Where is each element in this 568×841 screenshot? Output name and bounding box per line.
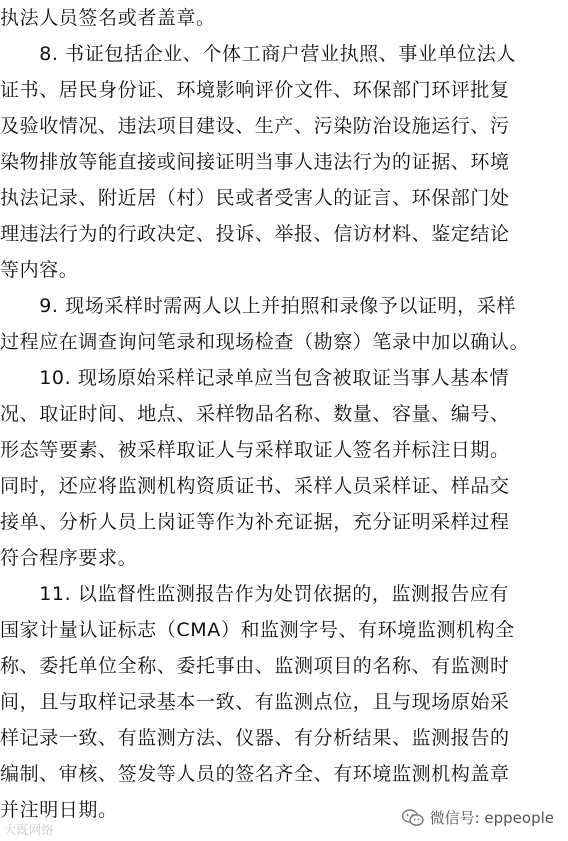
text-line: 接单、分析人员上岗证等作为补充证据，充分证明采样过程 xyxy=(0,511,510,533)
text-line: 形态等要素、被采样取证人与采样取证人签名并标注日期。 xyxy=(0,439,510,461)
text-line: 况、取证时间、地点、采样物品名称、数量、容量、编号、 xyxy=(0,403,510,425)
text-line: 证书、居民身份证、环境影响评价文件、环保部门环评批复 xyxy=(0,79,510,101)
wechat-watermark xyxy=(402,807,554,828)
watermark-left: 大既网络 xyxy=(4,823,55,837)
text-line: 等内容。 xyxy=(0,259,79,281)
text-line: 国家计量认证标志（CMA）和监测字号、有环境监测机构全 xyxy=(0,619,515,641)
text-line: 间，且与取样记录基本一致、有监测点位，且与现场原始采 xyxy=(0,691,510,713)
text-line: 9. 现场采样时需两人以上并拍照和录像予以证明，采样 xyxy=(0,295,516,317)
text-line: 样记录一致、有监测方法、仪器、有分析结果、监测报告的 xyxy=(0,727,510,749)
text-line: 并注明日期。 xyxy=(0,799,118,821)
text-line: 11. 以监督性监测报告作为处罚依据的，监测报告应有 xyxy=(0,583,510,605)
text-line: 符合程序要求。 xyxy=(0,547,138,569)
text-line: 8. 书证包括企业、个体工商户营业执照、事业单位法人 xyxy=(0,43,516,65)
wechat-id-label: 微信号: eppeople xyxy=(429,809,554,827)
text-line: 过程应在调查询问笔录和现场检查（勘察）笔录中加以确认。 xyxy=(0,331,530,353)
watermark-footer xyxy=(0,803,568,841)
text-line: 编制、审核、签发等人员的签名齐全、有环境监测机构盖章 xyxy=(0,763,510,785)
wechat-icon xyxy=(402,809,424,827)
text-line: 理违法行为的行政决定、投诉、举报、信访材料、鉴定结论 xyxy=(0,223,510,245)
text-line: 执法人员签名或者盖章。 xyxy=(0,7,216,29)
text-line: 称、委托单位全称、委托事由、监测项目的名称、有监测时 xyxy=(0,655,510,677)
text-line: 执法记录、附近居（村）民或者受害人的证言、环保部门处 xyxy=(0,187,510,209)
text-line: 染物排放等能直接或间接证明当事人违法行为的证据、环境 xyxy=(0,151,510,173)
text-line: 及验收情况、违法项目建设、生产、污染防治设施运行、污 xyxy=(0,115,510,137)
text-line: 10. 现场原始采样记录单应当包含被取证当事人基本情 xyxy=(0,367,510,389)
text-line: 同时，还应将监测机构资质证书、采样人员采样证、样品交 xyxy=(0,475,510,497)
